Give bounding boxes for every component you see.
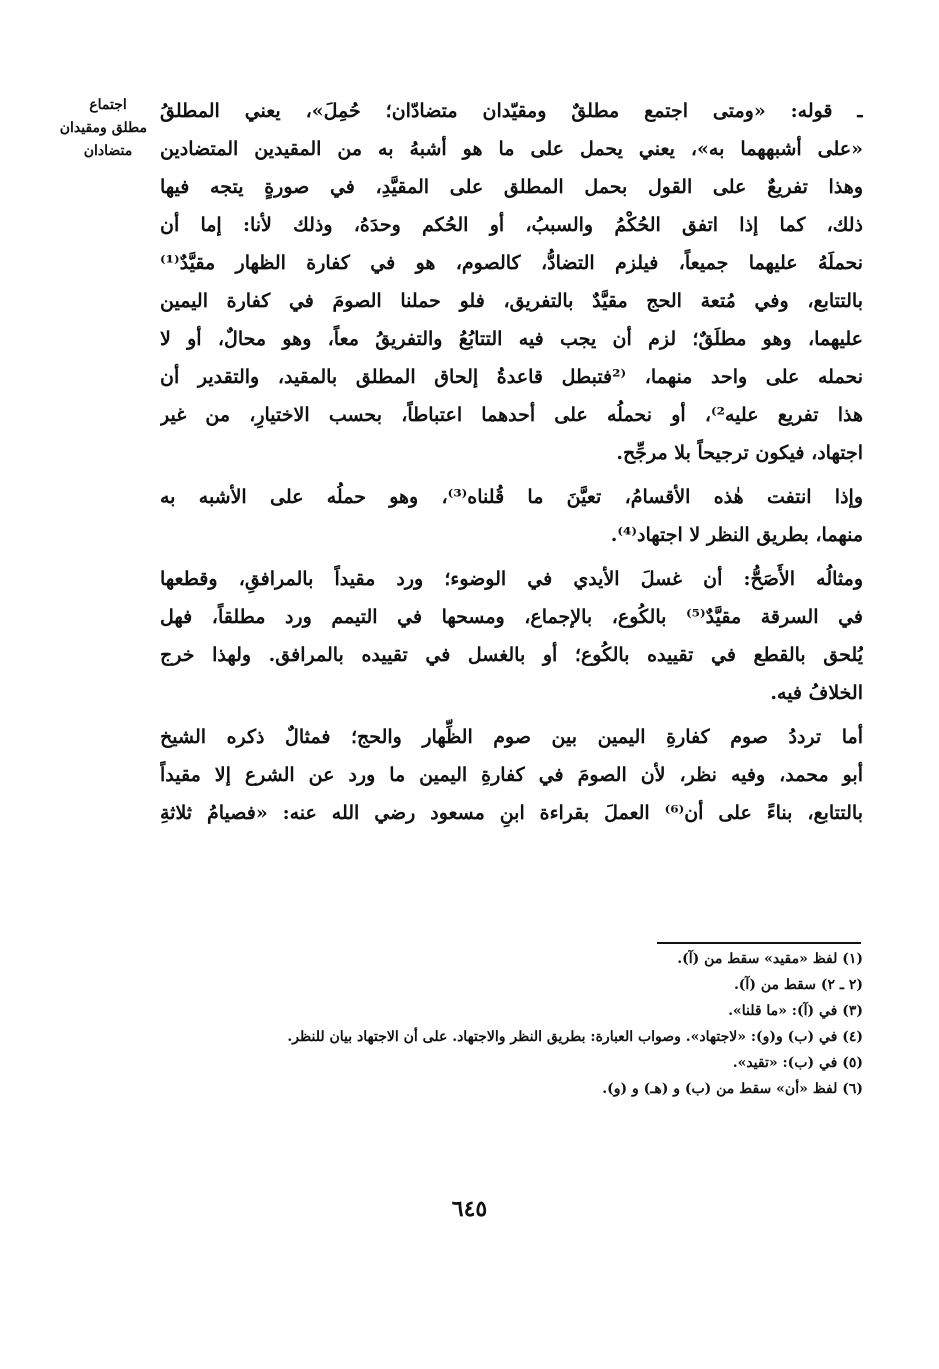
text-line: ومثالُه الأَصَحُّ: أن غسلَ الأيدي في الوضوء؛ ورد مقيداً بالمرافقِ، وقطعها bbox=[160, 568, 863, 590]
text-line: نحملَهُ عليهما جميعاً، فيلزم التضادُّ، كالصوم، هو في كفارة الظهار مقيَّدٌ⁽¹⁾ bbox=[160, 252, 863, 274]
main-text bbox=[160, 92, 863, 832]
paragraph bbox=[160, 92, 863, 472]
page-number: ٦٤٥ bbox=[451, 1196, 488, 1222]
text-line: أبو محمد، وفيه نظر، لأن الصومَ في كفارةِ اليمين ما ورد عن الشرع إلا مقيداً bbox=[160, 764, 863, 786]
text-line: وإذا انتفت هٰذه الأقسامُ، تعيَّنَ ما قُلناه⁽³⁾، وهو حملُه على الأشبه به bbox=[160, 486, 863, 508]
text-line: عليهما، وهو مطلَقٌ؛ لزم أن يجب فيه التتابُعُ والتفريقُ معاً، وهو محالٌ، أو لا bbox=[160, 328, 863, 350]
margin-heading-line: اجتماع bbox=[89, 97, 127, 113]
footnotes bbox=[160, 946, 863, 1102]
margin-heading bbox=[59, 94, 147, 163]
text-line: بالتتابع، بناءً على أن⁽⁶⁾ العملَ بقراءة ابنِ مسعود رضي الله عنه: «فصيامُ ثلاثةِ bbox=[160, 802, 863, 824]
text-line: وهذا تفريعٌ على القول بحمل المطلق على المقيَّدِ، في صورةٍ يتجه فيها bbox=[160, 176, 863, 198]
footnote-divider bbox=[657, 942, 861, 944]
margin-heading-line: مطلق ومقيدان bbox=[59, 120, 147, 136]
text-line: في السرقة مقيَّدٌ⁽⁵⁾ بالكُوع، بالإجماع، ومسحها في التيمم ورد مطلقاً، فهل bbox=[160, 606, 863, 628]
text-line: بالتتابع، وفي مُتعة الحج مقيَّدٌ بالتفريق، فلو حملنا الصومَ في كفارة اليمين bbox=[160, 290, 863, 312]
text-line: هذا تفريع عليه²⁾، أو نحملُه على أحدهما اعتباطاً، بحسب الاختيارِ، من غير bbox=[160, 404, 863, 426]
text-line: أما ترددُ صوم كفارةِ اليمين بين صوم الظِّهار والحج؛ فمثالٌ ذكره الشيخ bbox=[160, 726, 863, 748]
footnote: (١) لفظ «مقيد» سقط من (آ). bbox=[677, 951, 863, 967]
paragraph bbox=[160, 560, 863, 712]
text-line: يُلحق بالقطع في تقييده بالكُوع؛ أو بالغسل في تقييده بالمرافق. ولهذا خرج bbox=[160, 644, 863, 666]
text-line: ذلك، كما إذا اتفق الحُكْمُ والسببُ، أو الحُكم وحدَهُ، وذلك لأنا: إما أن bbox=[160, 214, 863, 236]
footnote: (٣) في (آ): «ما قلنا». bbox=[728, 1003, 863, 1019]
footnote: (٦) لفظ «أن» سقط من (ب) و (هـ) و (و). bbox=[602, 1081, 863, 1097]
text-line: منهما، بطريق النظر لا اجتهاد⁽⁴⁾. bbox=[610, 524, 863, 546]
paragraph bbox=[160, 478, 863, 554]
text-line: نحمله على واحد منهما، ⁽²فتبطل قاعدةُ إلحاق المطلق بالمقيد، والتقدير أن bbox=[160, 366, 863, 388]
text-line: الخلافُ فيه. bbox=[770, 682, 863, 704]
footnote: (٢ ـ ٢) سقط من (آ). bbox=[733, 977, 863, 993]
paragraph bbox=[160, 718, 863, 832]
margin-heading-line: متضادان bbox=[83, 143, 133, 159]
text-line: «على أشبههما به»، يعني يحمل على ما هو أشبهُ به من المقيدين المتضادين bbox=[160, 138, 863, 160]
footnote: (٤) في (ب) و(و): «لاجتهاد». وصواب العبارة: بطريق النظر والاجتهاد. على أن الاجتهاد بيان للنظر. bbox=[287, 1029, 863, 1045]
text-line: اجتهاد، فيكون ترجيحاً بلا مرجِّح. bbox=[616, 442, 863, 464]
text-line: ـ قوله: «ومتى اجتمع مطلقٌ ومقيّدان متضادّان؛ حُمِلَ»، يعني المطلقُ bbox=[160, 100, 863, 122]
footnote: (٥) في (ب): «تقيد». bbox=[732, 1055, 863, 1071]
